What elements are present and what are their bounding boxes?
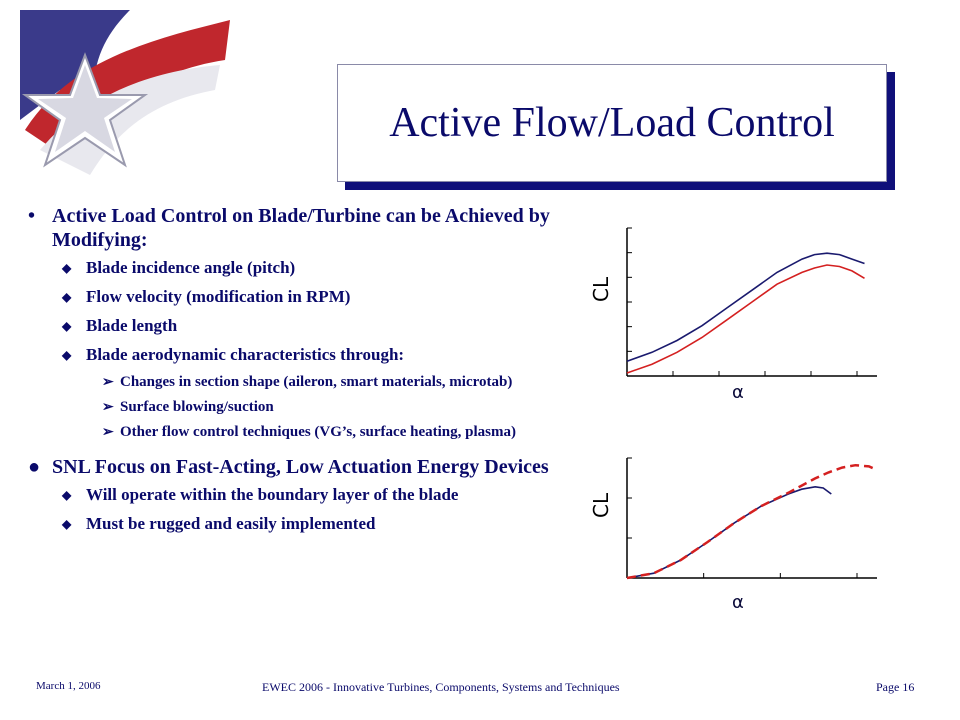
diamond-marker: ◆ bbox=[62, 290, 72, 304]
arrow-marker: ➢ bbox=[102, 375, 114, 390]
sub-bullet-item bbox=[28, 287, 588, 307]
footer-title: EWEC 2006 - Innovative Turbines, Components, Systems and Techniques bbox=[262, 680, 620, 694]
sub-sub-bullet-item bbox=[28, 374, 588, 391]
bullet-text: Flow velocity (modification in RPM) bbox=[86, 287, 351, 306]
diamond-marker: ◆ bbox=[62, 261, 72, 275]
arrow-marker: ➢ bbox=[102, 400, 114, 415]
y-axis-label: CL bbox=[589, 276, 613, 302]
y-axis-label: CL bbox=[589, 492, 613, 518]
bullet-text: Must be rugged and easily implemented bbox=[86, 514, 376, 533]
diamond-marker: ◆ bbox=[62, 517, 72, 531]
arrow-marker: ➢ bbox=[102, 425, 114, 440]
footer-date: March 1, 2006 bbox=[36, 680, 101, 692]
bullet-text: Changes in section shape (aileron, smart materials, microtab) bbox=[120, 374, 513, 390]
cl-alpha-chart-top bbox=[580, 220, 900, 410]
logo-star-flag bbox=[0, 0, 240, 180]
series-line-red bbox=[627, 465, 877, 578]
x-axis-label: α bbox=[732, 382, 744, 403]
sub-sub-bullet-item bbox=[28, 424, 588, 441]
slide-title: Active Flow/Load Control bbox=[389, 100, 835, 146]
series-line-red bbox=[627, 265, 865, 373]
bullet-marker: • bbox=[28, 205, 36, 227]
bullet-marker: ● bbox=[28, 456, 41, 478]
cl-alpha-chart-bottom bbox=[580, 448, 900, 618]
bullet-text: Will operate within the boundary layer of the blade bbox=[86, 485, 459, 504]
sub-bullet-item bbox=[28, 316, 588, 336]
bullet-text: Active Load Control on Blade/Turbine can be Achieved by Modifying: bbox=[52, 205, 550, 251]
bullet-text: Blade aerodynamic characteristics through: bbox=[86, 345, 405, 364]
footer-page-number: Page 16 bbox=[876, 680, 915, 694]
bullet-text: Surface blowing/suction bbox=[120, 399, 274, 415]
series-line-blue bbox=[627, 487, 831, 578]
x-axis-label: α bbox=[732, 592, 744, 613]
bullet-item bbox=[28, 455, 588, 479]
bullet-text: Blade incidence angle (pitch) bbox=[86, 258, 296, 277]
sub-bullet-item bbox=[28, 345, 588, 365]
bullet-text: Other flow control techniques (VG’s, surface heating, plasma) bbox=[120, 424, 516, 440]
bullet-item bbox=[28, 204, 588, 252]
diamond-marker: ◆ bbox=[62, 348, 72, 362]
bullet-text: Blade length bbox=[86, 316, 178, 335]
bullet-list bbox=[28, 204, 588, 543]
sub-bullet-item bbox=[28, 485, 588, 505]
bullet-text: SNL Focus on Fast-Acting, Low Actuation Energy Devices bbox=[52, 456, 549, 478]
title-box bbox=[337, 64, 887, 182]
sub-bullet-item bbox=[28, 514, 588, 534]
diamond-marker: ◆ bbox=[62, 319, 72, 333]
sub-sub-bullet-item bbox=[28, 399, 588, 416]
sub-bullet-item bbox=[28, 258, 588, 278]
diamond-marker: ◆ bbox=[62, 488, 72, 502]
